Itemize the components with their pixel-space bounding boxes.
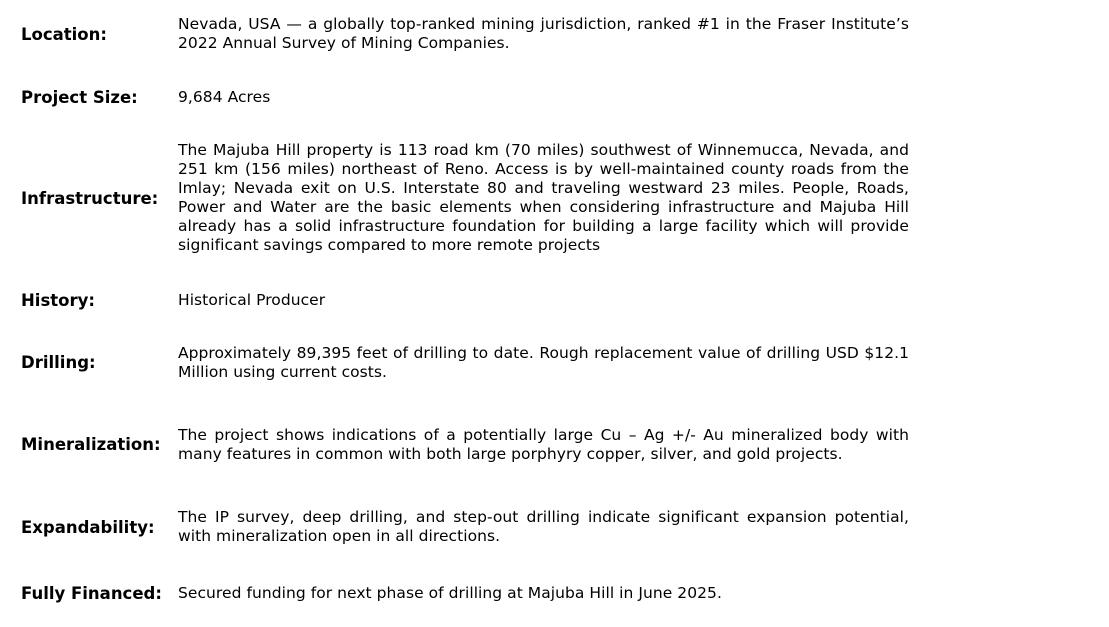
- location-value: Nevada, USA — a globally top-ranked mining jurisdiction, ranked #1 in the Fraser Institute’s 2022 Annual Survey of Mining Companies.: [178, 15, 909, 52]
- table-row-drilling: [16, 330, 914, 395]
- table-row-mineralization: [16, 395, 914, 494]
- history-value: Historical Producer: [178, 290, 326, 309]
- mineralization-value: The project shows indications of a potentially large Cu – Ag +/- Au mineralized body with many features in common with both large porphyry copper, silver, and gold projects.: [178, 425, 909, 463]
- location-label: Location:: [21, 24, 107, 44]
- table-row-history: [16, 270, 914, 330]
- fully-financed-label: Fully Financed:: [21, 584, 162, 603]
- project-size-label: Project Size:: [21, 87, 138, 107]
- table-row-fully-financed: [16, 560, 914, 627]
- infrastructure-value: The Majuba Hill property is 113 road km (70 miles) southwest of Winnemucca, Nevada, and 251 km (156 miles) northeast of Reno. Access is by well-maintained county roads from the Imlay; Nevada exit on U.S. Interstate 80 and traveling westward 23 miles. People, Roads, Power and Water are the basic elements when considering infrastructure and Majuba Hill already has a solid infrastructure foundation for building a large facility which will provide significant savings compared to more remote projects: [178, 141, 909, 254]
- expandability-value: The IP survey, deep drilling, and step-out drilling indicate significant expansion potential, with mineralization open in all directions.: [178, 508, 909, 545]
- drilling-value: Approximately 89,395 feet of drilling to date. Rough replacement value of drilling USD $12.1 Million using current costs.: [178, 343, 909, 381]
- project-facts-table: [16, 0, 914, 627]
- fully-financed-value: Secured funding for next phase of drilling at Majuba Hill in June 2025.: [178, 584, 722, 602]
- history-label: History:: [21, 290, 96, 310]
- table-row-project-size: [16, 68, 914, 126]
- infrastructure-label: Infrastructure:: [21, 188, 159, 208]
- table-row-expandability: [16, 494, 914, 560]
- expandability-label: Expandability:: [21, 517, 155, 537]
- table-row-infrastructure: [16, 126, 914, 270]
- table-row-location: [16, 0, 914, 68]
- drilling-label: Drilling:: [21, 353, 96, 372]
- project-size-value: 9,684 Acres: [178, 87, 271, 106]
- mineralization-label: Mineralization:: [21, 435, 161, 454]
